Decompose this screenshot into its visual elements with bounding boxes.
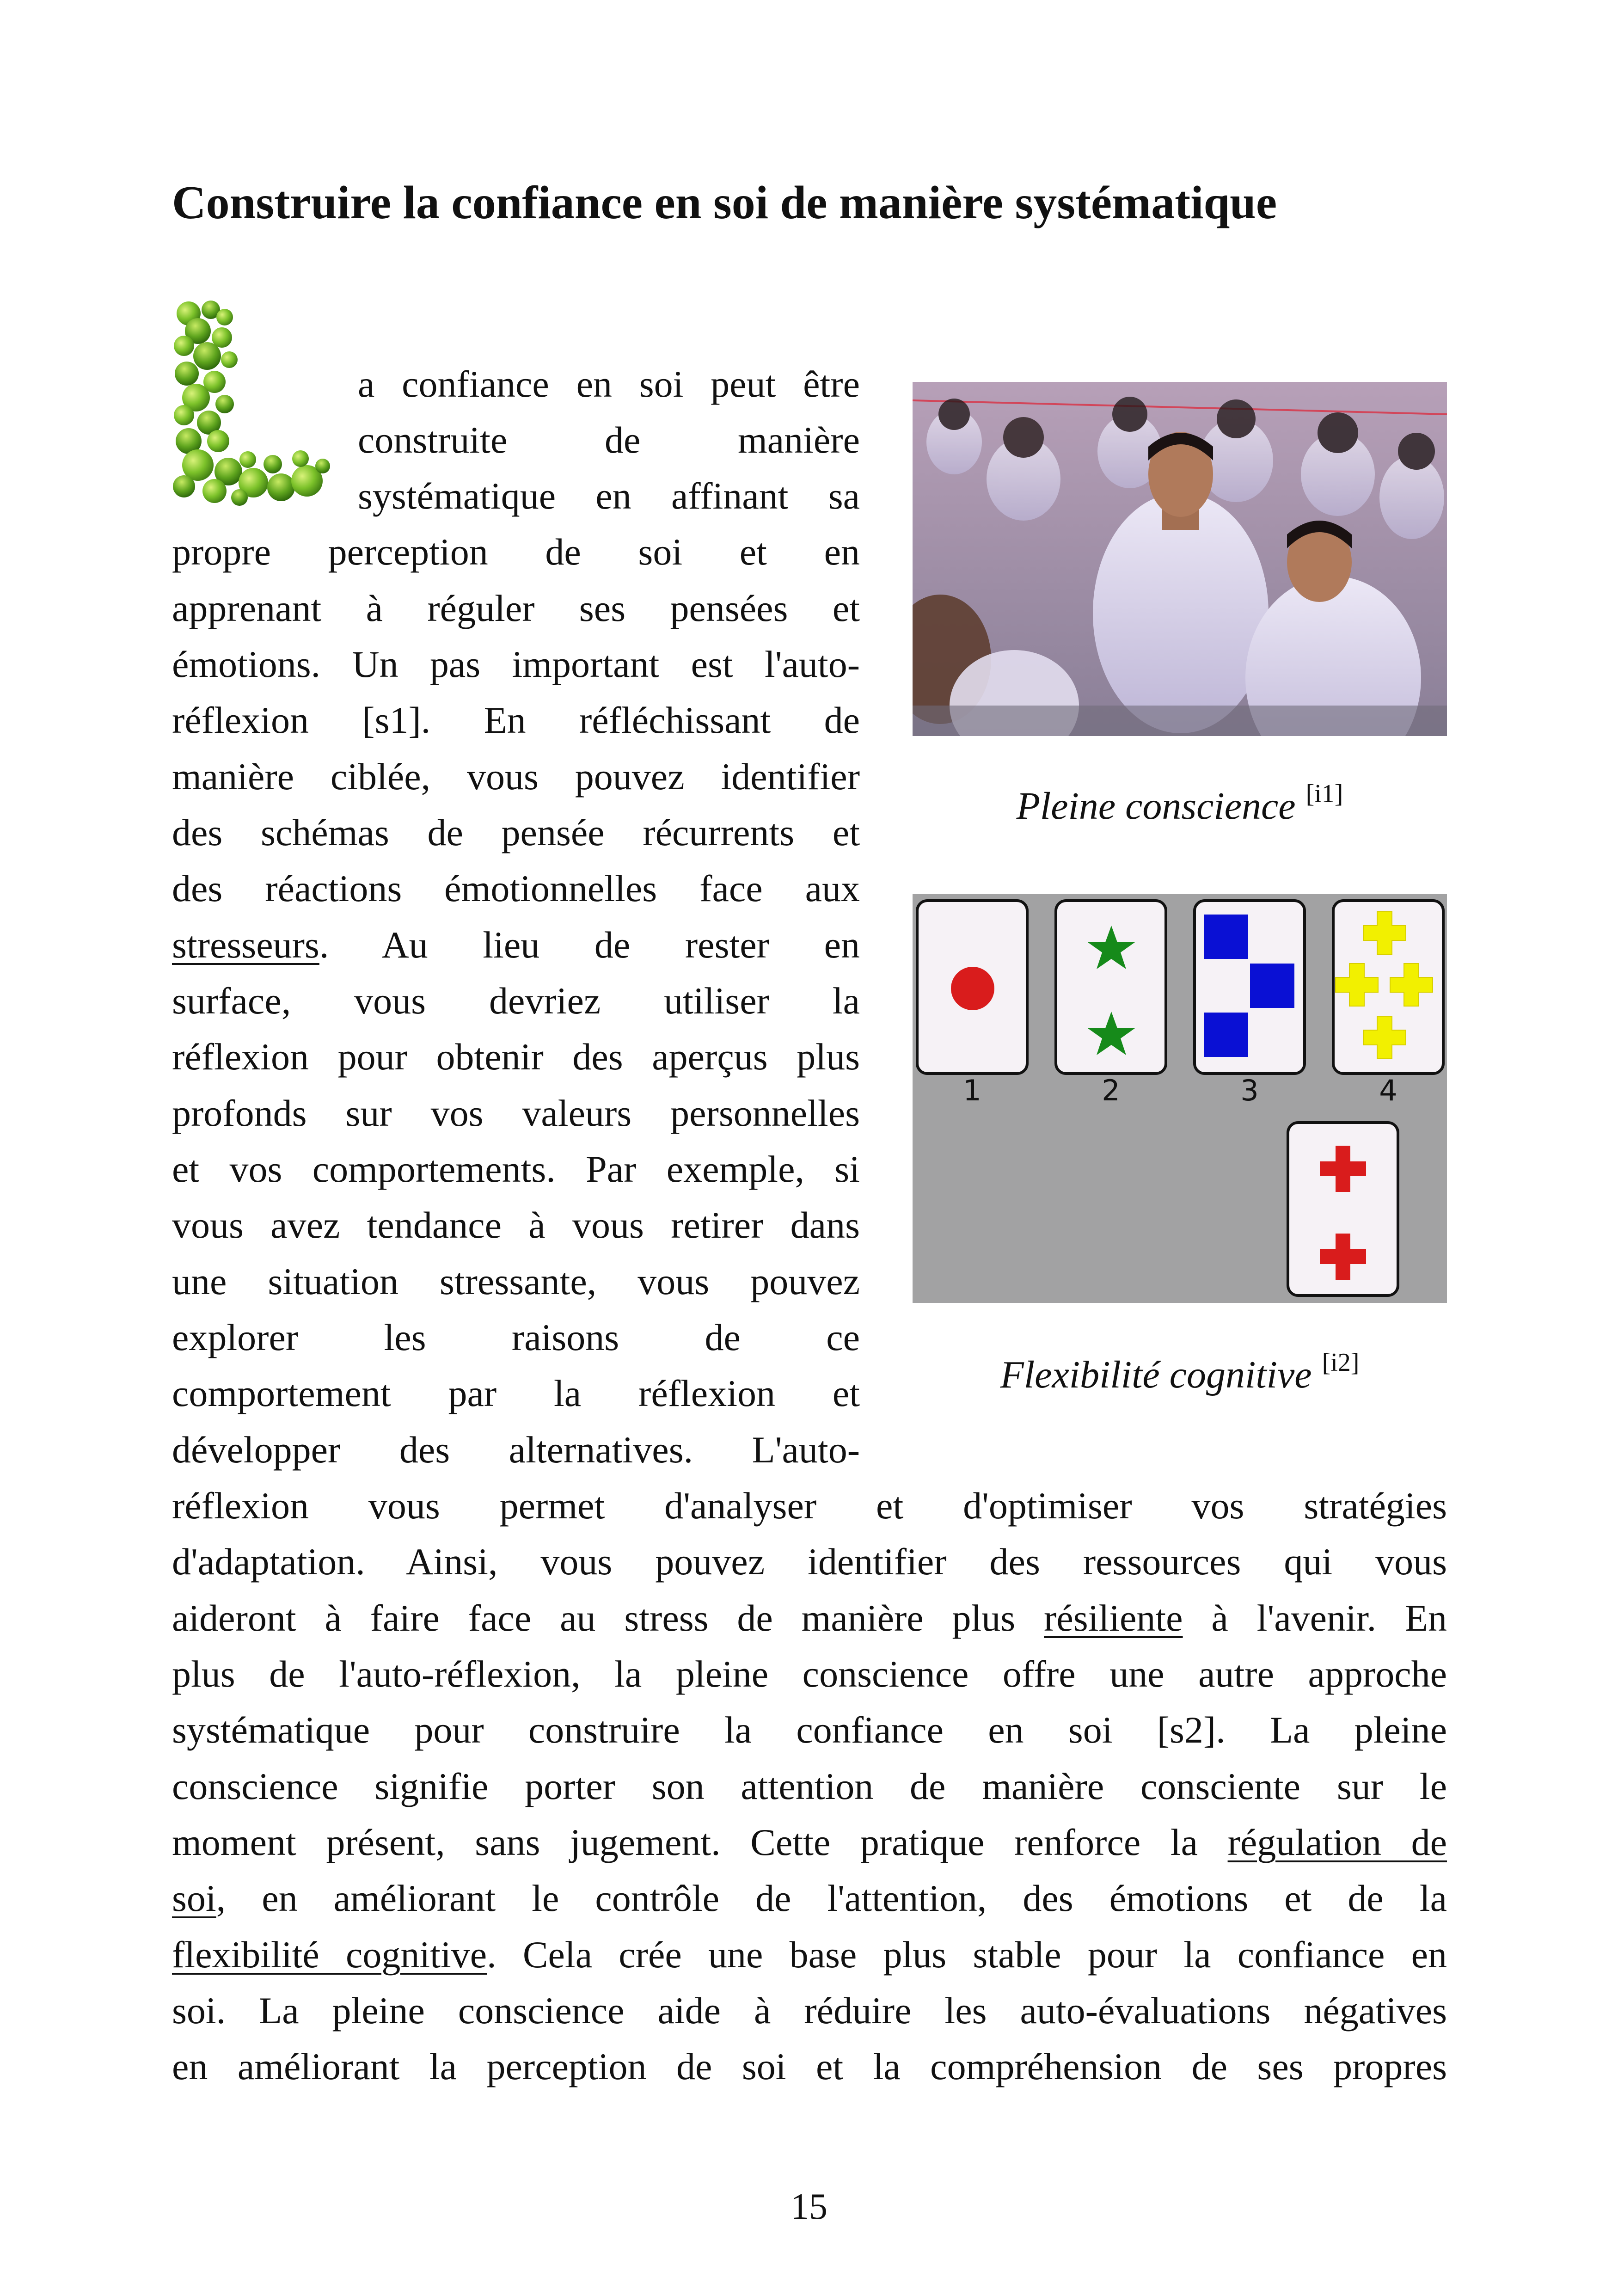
paragraph-line: stresseurs. Au lieu de rester en <box>172 924 860 966</box>
card-number: 2 <box>1102 1074 1120 1107</box>
paragraph-line: réflexion [s1]. En réfléchissant de <box>172 699 860 741</box>
card-4 <box>1333 901 1443 1074</box>
paragraph-line: manière ciblée, vous pouvez identifier <box>172 755 860 798</box>
paragraph-line: en améliorant la perception de soi et la compréhension de ses propres <box>172 2045 1447 2087</box>
regulation-de-soi-link[interactable]: régulation de <box>1227 1821 1447 1863</box>
paragraph-line: systématique pour construire la confiance en soi [s2]. La pleine <box>172 1709 1447 1751</box>
flexibilite-cognitive-link[interactable]: flexibilité cognitive <box>172 1934 487 1976</box>
paragraph-line: conscience signifie porter son attention de manière consciente sur le <box>172 1765 1447 1807</box>
paragraph-line: explorer les raisons de ce <box>172 1316 860 1358</box>
paragraph-line: et vos comportements. Par exemple, si <box>172 1148 860 1190</box>
paragraph-line: réflexion vous permet d'analyser et d'optimiser vos stratégies <box>172 1485 1447 1527</box>
paragraph-line: apprenant à réguler ses pensées et <box>172 587 860 629</box>
image-reference: [i2] <box>1322 1348 1360 1377</box>
meditation-photo <box>913 382 1447 736</box>
card-1 <box>917 901 1027 1074</box>
paragraph-line: émotions. Un pas important est l'auto- <box>172 643 860 685</box>
paragraph-line: surface, vous devriez utiliser la <box>172 980 860 1022</box>
paragraph-line: soi, en améliorant le contrôle de l'attention, des émotions et de la <box>172 1877 1447 1919</box>
page-number: 15 <box>791 2186 827 2227</box>
paragraph-line: flexibilité cognitive. Cela crée une base plus stable pour la confiance en <box>172 1934 1447 1976</box>
paragraph-line: comportement par la réflexion et <box>172 1372 860 1414</box>
regulation-de-soi-link[interactable]: soi <box>172 1877 216 1919</box>
paragraph-line: profonds sur vos valeurs personnelles <box>172 1092 860 1134</box>
image-reference: [i1] <box>1305 780 1343 808</box>
paragraph-line: propre perception de soi et en <box>172 531 860 573</box>
card-number: 3 <box>1240 1074 1259 1107</box>
card-sorting-illustration <box>913 894 1447 1303</box>
paragraph-line: systématique en affinant sa <box>358 475 860 517</box>
paragraph-line: développer des alternatives. L'auto- <box>172 1429 860 1471</box>
target-card <box>1288 1123 1398 1295</box>
paragraph-line: d'adaptation. Ainsi, vous pouvez identifier des ressources qui vous <box>172 1541 1447 1583</box>
paragraph-line: vous avez tendance à vous retirer dans <box>172 1204 860 1246</box>
paragraph-line: aideront à faire face au stress de manière plus résiliente à l'avenir. En <box>172 1597 1447 1639</box>
resiliente-link[interactable]: résiliente <box>1044 1597 1183 1639</box>
paragraph-line: une situation stressante, vous pouvez <box>172 1260 860 1302</box>
dropcap-l-leaf-icon <box>170 300 333 508</box>
paragraph-line: des schémas de pensée récurrents et <box>172 811 860 853</box>
paragraph-line: soi. La pleine conscience aide à réduire les auto-évaluations négatives <box>172 1989 1447 2032</box>
paragraph-line: réflexion pour obtenir des aperçus plus <box>172 1036 860 1078</box>
paragraph-line: plus de l'auto-réflexion, la pleine conscience offre une autre approche <box>172 1653 1447 1695</box>
figure-caption-mindfulness: Pleine conscience [i1] <box>1016 780 1343 828</box>
card-3 <box>1195 901 1305 1074</box>
paragraph-line: des réactions émotionnelles face aux <box>172 867 860 909</box>
paragraph-line: a confiance en soi peut être <box>358 363 860 405</box>
figure-caption-cognitive: Flexibilité cognitive [i2] <box>1000 1348 1360 1396</box>
card-number: 1 <box>963 1074 981 1107</box>
page-title: Construire la confiance en soi de manière systématique <box>172 177 1277 229</box>
card-2 <box>1056 901 1166 1074</box>
card-number: 4 <box>1379 1074 1397 1107</box>
paragraph-line: moment présent, sans jugement. Cette pratique renforce la régulation de <box>172 1821 1447 1863</box>
stresseurs-link[interactable]: stresseurs <box>172 924 319 966</box>
paragraph-line: construite de manière <box>358 419 860 461</box>
